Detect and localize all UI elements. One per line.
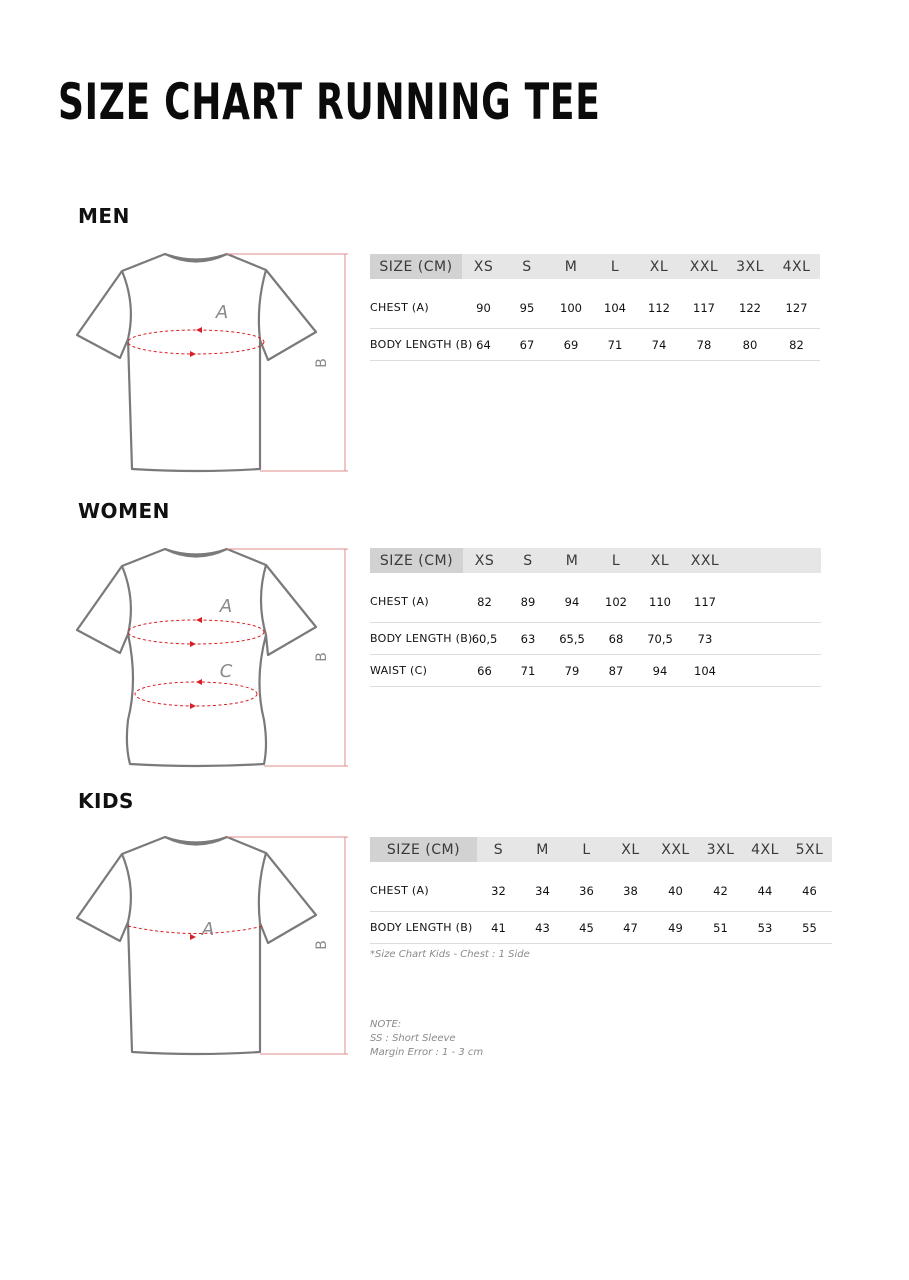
- size-col-header: XL: [638, 548, 682, 573]
- chest-arrows: [190, 327, 202, 357]
- size-table-men: [370, 254, 820, 361]
- size-col-header: XL: [608, 837, 653, 862]
- table-cell: 49: [653, 912, 698, 944]
- tshirt-outline: [77, 837, 316, 1054]
- size-col-header: S: [477, 837, 520, 862]
- length-letter: B: [314, 358, 330, 368]
- table-cell: 55: [787, 912, 832, 944]
- size-table-kids: [370, 837, 832, 944]
- table-cell: 104: [593, 279, 637, 329]
- size-table-women: [370, 548, 821, 687]
- tshirt-outline: [77, 549, 316, 766]
- size-col-header: L: [593, 254, 637, 279]
- table-row: [370, 655, 821, 687]
- table-header-row: [370, 548, 821, 573]
- size-col-header: 3XL: [698, 837, 743, 862]
- waist-letter: C: [219, 661, 233, 682]
- size-col-header: S: [506, 548, 550, 573]
- table-row: [370, 912, 832, 944]
- table-cell: 47: [608, 912, 653, 944]
- table-cell: 69: [549, 329, 593, 361]
- table-cell: 60,5: [463, 623, 506, 655]
- row-label: CHEST (A): [370, 573, 463, 623]
- tshirt-outline: [77, 254, 316, 471]
- table-cell-empty: [728, 655, 821, 687]
- size-col-header: 4XL: [743, 837, 787, 862]
- waist-measure: [135, 682, 257, 706]
- table-cell: 90: [462, 279, 505, 329]
- notes-title: NOTE:: [370, 1019, 402, 1030]
- section-label-men: MEN: [78, 204, 130, 228]
- table-row: [370, 329, 820, 361]
- table-header-row: [370, 254, 820, 279]
- table-cell: 64: [462, 329, 505, 361]
- size-col-header: XS: [462, 254, 505, 279]
- chest-measure: [128, 926, 264, 934]
- size-col-header: L: [594, 548, 638, 573]
- table-cell: 80: [727, 329, 773, 361]
- table-cell: 82: [463, 573, 506, 623]
- size-header: SIZE (CM): [370, 837, 477, 862]
- table-cell: 71: [593, 329, 637, 361]
- table-cell-empty: [728, 573, 821, 623]
- table-row: [370, 573, 821, 623]
- table-cell: 45: [565, 912, 608, 944]
- table-row: [370, 279, 820, 329]
- table-cell: 110: [638, 573, 682, 623]
- chest-letter: A: [215, 302, 229, 323]
- table-cell: 66: [463, 655, 506, 687]
- table-header-row: [370, 837, 832, 862]
- table-cell: 32: [477, 862, 520, 912]
- table-cell: 41: [477, 912, 520, 944]
- table-cell: 100: [549, 279, 593, 329]
- size-col-header: XS: [463, 548, 506, 573]
- length-letter: B: [314, 652, 330, 662]
- size-col-header: XXL: [682, 548, 728, 573]
- table-cell: 53: [743, 912, 787, 944]
- table-cell: 70,5: [638, 623, 682, 655]
- table-cell: 36: [565, 862, 608, 912]
- table-cell: 87: [594, 655, 638, 687]
- size-col-header: L: [565, 837, 608, 862]
- table-cell: 117: [682, 573, 728, 623]
- table-cell: 44: [743, 862, 787, 912]
- table-cell: 68: [594, 623, 638, 655]
- page-title: SIZE CHART RUNNING TEE: [58, 73, 601, 131]
- size-col-header: M: [520, 837, 565, 862]
- length-letter: B: [314, 940, 330, 950]
- tee-diagram-women: [70, 540, 360, 775]
- table-cell: 67: [505, 329, 549, 361]
- size-col-header: 3XL: [727, 254, 773, 279]
- row-label: BODY LENGTH (B): [370, 329, 462, 361]
- tee-diagram-men: [70, 245, 360, 480]
- chest-measure: [128, 330, 264, 354]
- section-label-kids: KIDS: [78, 789, 134, 813]
- table-cell: 40: [653, 862, 698, 912]
- section-label-women: WOMEN: [78, 499, 170, 523]
- size-col-header: M: [549, 254, 593, 279]
- size-col-header: XXL: [681, 254, 727, 279]
- notes-line: Margin Error : 1 - 3 cm: [370, 1047, 484, 1058]
- chest-arrows: [190, 934, 196, 940]
- table-cell: 79: [550, 655, 594, 687]
- table-cell: 73: [682, 623, 728, 655]
- row-label: WAIST (C): [370, 655, 463, 687]
- table-cell: 82: [773, 329, 820, 361]
- table-cell: 63: [506, 623, 550, 655]
- table-cell: 117: [681, 279, 727, 329]
- table-cell: 112: [637, 279, 681, 329]
- table-cell: 51: [698, 912, 743, 944]
- waist-arrows: [190, 679, 202, 709]
- table-cell: 46: [787, 862, 832, 912]
- table-cell: 94: [638, 655, 682, 687]
- notes-line: SS : Short Sleeve: [370, 1033, 456, 1044]
- row-label: CHEST (A): [370, 862, 477, 912]
- notes-block: [370, 1018, 483, 1060]
- table-cell-empty: [728, 623, 821, 655]
- size-col-header: XL: [637, 254, 681, 279]
- size-col-header: 5XL: [787, 837, 832, 862]
- table-cell: 42: [698, 862, 743, 912]
- chest-arrows: [190, 617, 202, 647]
- header-filler: [728, 548, 821, 573]
- size-col-header: XXL: [653, 837, 698, 862]
- row-label: CHEST (A): [370, 279, 462, 329]
- size-col-header: M: [550, 548, 594, 573]
- table-cell: 43: [520, 912, 565, 944]
- table-cell: 34: [520, 862, 565, 912]
- row-label: BODY LENGTH (B): [370, 623, 463, 655]
- chest-letter: A: [219, 596, 233, 617]
- row-label: BODY LENGTH (B): [370, 912, 477, 944]
- kids-footnote: *Size Chart Kids - Chest : 1 Side: [370, 949, 530, 960]
- table-cell: 89: [506, 573, 550, 623]
- table-cell: 127: [773, 279, 820, 329]
- table-cell: 102: [594, 573, 638, 623]
- chest-letter: A: [201, 919, 215, 940]
- table-cell: 38: [608, 862, 653, 912]
- size-header: SIZE (CM): [370, 548, 463, 573]
- table-cell: 95: [505, 279, 549, 329]
- size-col-header: S: [505, 254, 549, 279]
- table-cell: 65,5: [550, 623, 594, 655]
- table-cell: 74: [637, 329, 681, 361]
- table-row: [370, 862, 832, 912]
- tee-diagram-kids: [70, 828, 360, 1063]
- table-cell: 78: [681, 329, 727, 361]
- table-row: [370, 623, 821, 655]
- table-cell: 94: [550, 573, 594, 623]
- table-cell: 122: [727, 279, 773, 329]
- chest-measure: [128, 620, 264, 644]
- table-cell: 104: [682, 655, 728, 687]
- table-cell: 71: [506, 655, 550, 687]
- size-header: SIZE (CM): [370, 254, 462, 279]
- size-col-header: 4XL: [773, 254, 820, 279]
